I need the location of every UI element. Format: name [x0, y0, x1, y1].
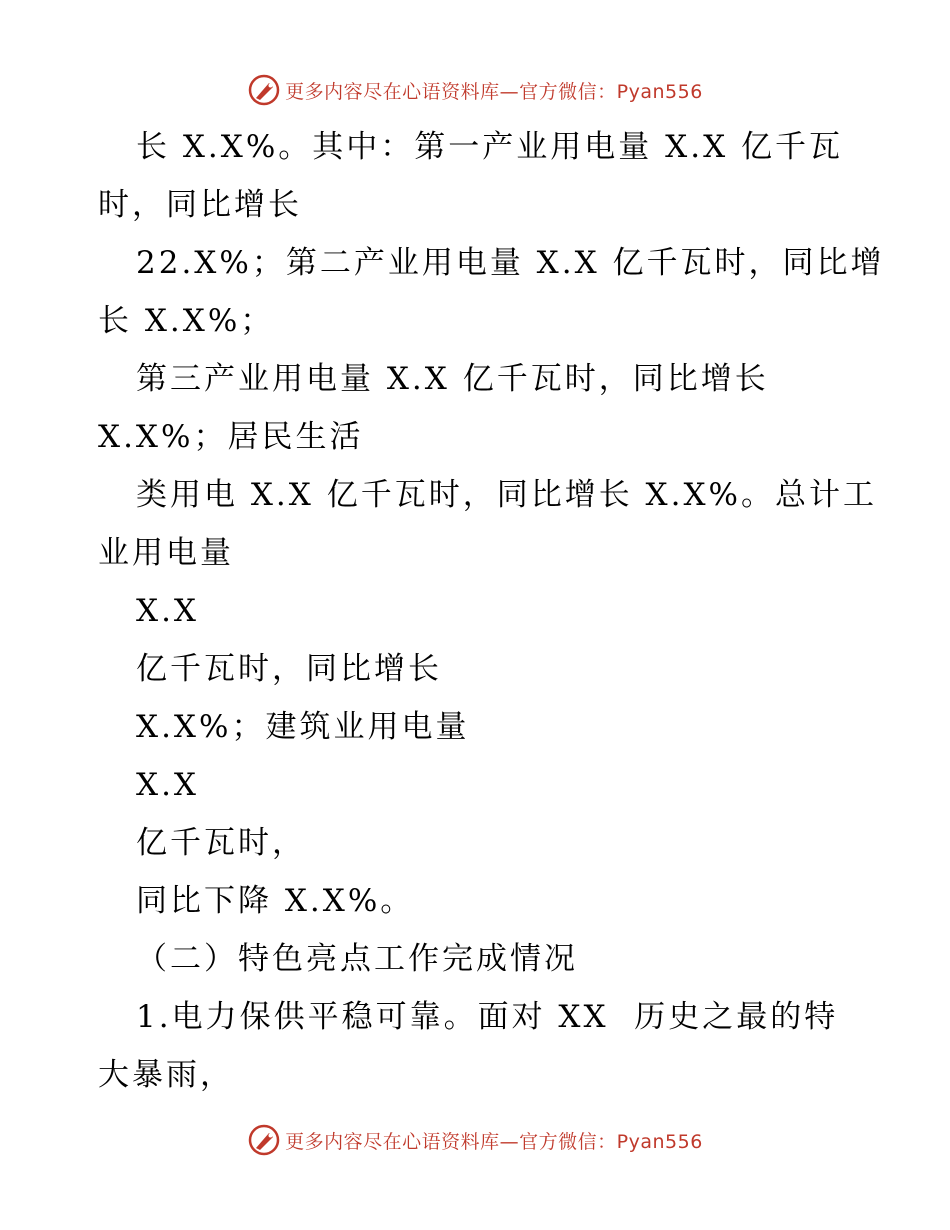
pen-nib-logo-icon	[247, 1123, 281, 1157]
text-line: 第三产业用电量 X.X 亿千瓦时，同比增长	[136, 361, 769, 397]
text-line: 22.X%；第二产业用电量 X.X 亿千瓦时，同比增	[136, 245, 885, 281]
text-line: X.X%；建筑业用电量	[136, 709, 470, 745]
text-line: 长 X.X%。其中：第一产业用电量 X.X 亿千瓦	[136, 129, 844, 165]
text-line: 1.电力保供平稳可靠。面对 XX 历史之最的特	[136, 999, 839, 1035]
text-line: 亿千瓦时，同比增长	[136, 651, 442, 687]
pen-nib-logo-icon	[247, 73, 281, 107]
text-line: X.X	[136, 767, 199, 803]
text-line: 大暴雨，	[98, 1057, 234, 1093]
text-line: 亿千瓦时，	[136, 825, 306, 861]
text-line: 时，同比增长	[98, 187, 302, 223]
section-heading: （二）特色亮点工作完成情况	[136, 941, 578, 977]
footer-watermark-banner	[0, 1120, 950, 1160]
text-line: X.X%；居民生活	[98, 419, 364, 455]
watermark-text: 更多内容尽在心语资料库—官方微信：Pyan556	[285, 1130, 703, 1153]
text-line: 同比下降 X.X%。	[136, 883, 415, 919]
document-body	[98, 118, 885, 1104]
watermark-text: 更多内容尽在心语资料库—官方微信：Pyan556	[285, 80, 703, 103]
text-line: X.X	[136, 593, 199, 629]
header-watermark-banner	[0, 70, 950, 110]
text-line: 业用电量	[98, 535, 234, 571]
text-line: 长 X.X%；	[98, 303, 275, 339]
text-line: 类用电 X.X 亿千瓦时，同比增长 X.X%。总计工	[136, 477, 878, 513]
